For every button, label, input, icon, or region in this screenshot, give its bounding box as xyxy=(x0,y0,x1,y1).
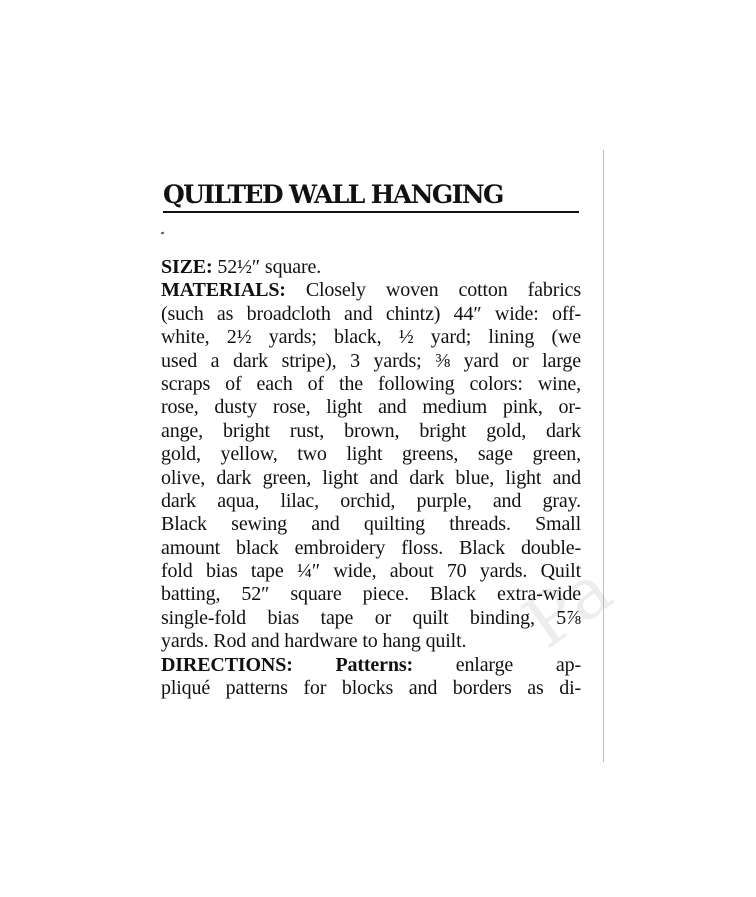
page-edge-rule xyxy=(603,150,604,762)
print-speck xyxy=(161,231,165,234)
watermark: Pa xyxy=(509,547,627,665)
size-value: 52½″ square. xyxy=(212,256,322,278)
materials-line: amount black embroidery floss. Black double- xyxy=(161,536,581,559)
directions-line: pliqué patterns for blocks and borders as di- xyxy=(161,677,581,700)
materials-line: olive, dark green, light and dark blue, light and xyxy=(161,466,581,489)
materials-line: rose, dusty rose, light and medium pink, or- xyxy=(161,396,581,419)
directions-label: DIRECTIONS: Patterns: xyxy=(161,653,413,676)
materials-line: fold bias tape ¼″ wide, about 70 yards. Quilt xyxy=(161,560,581,583)
title-underline xyxy=(163,211,579,213)
materials-line: white, 2½ yards; black, ½ yard; lining (we xyxy=(161,326,581,349)
article-body xyxy=(161,256,581,700)
materials-line: ange, bright rust, brown, bright gold, dark xyxy=(161,419,581,442)
materials-line: used a dark stripe), 3 yards; ⅜ yard or large xyxy=(161,349,581,372)
directions-first-line: enlarge ap- xyxy=(412,653,581,676)
size-label: SIZE: xyxy=(161,256,213,278)
materials-label: MATERIALS: xyxy=(161,279,286,302)
materials-line: dark aqua, lilac, orchid, purple, and gray. xyxy=(161,489,581,512)
materials-line: Black sewing and quilting threads. Small xyxy=(161,513,581,536)
size-line xyxy=(161,256,581,279)
materials-line: yards. Rod and hardware to hang quilt. xyxy=(161,630,467,653)
directions-line xyxy=(161,654,581,677)
materials-line: single-fold bias tape or quilt binding, 5⅞ xyxy=(161,606,581,629)
materials-line xyxy=(161,279,581,302)
materials-line: (such as broadcloth and chintz) 44″ wide: off- xyxy=(161,302,581,325)
materials-first-line: Closely woven cotton fabrics xyxy=(285,279,581,302)
materials-line: gold, yellow, two light greens, sage green, xyxy=(161,443,581,466)
materials-line: scraps of each of the following colors: wine, xyxy=(161,372,581,395)
materials-line: batting, 52″ square piece. Black extra-wide xyxy=(161,583,581,606)
page-title: QUILTED WALL HANGING xyxy=(163,180,503,209)
